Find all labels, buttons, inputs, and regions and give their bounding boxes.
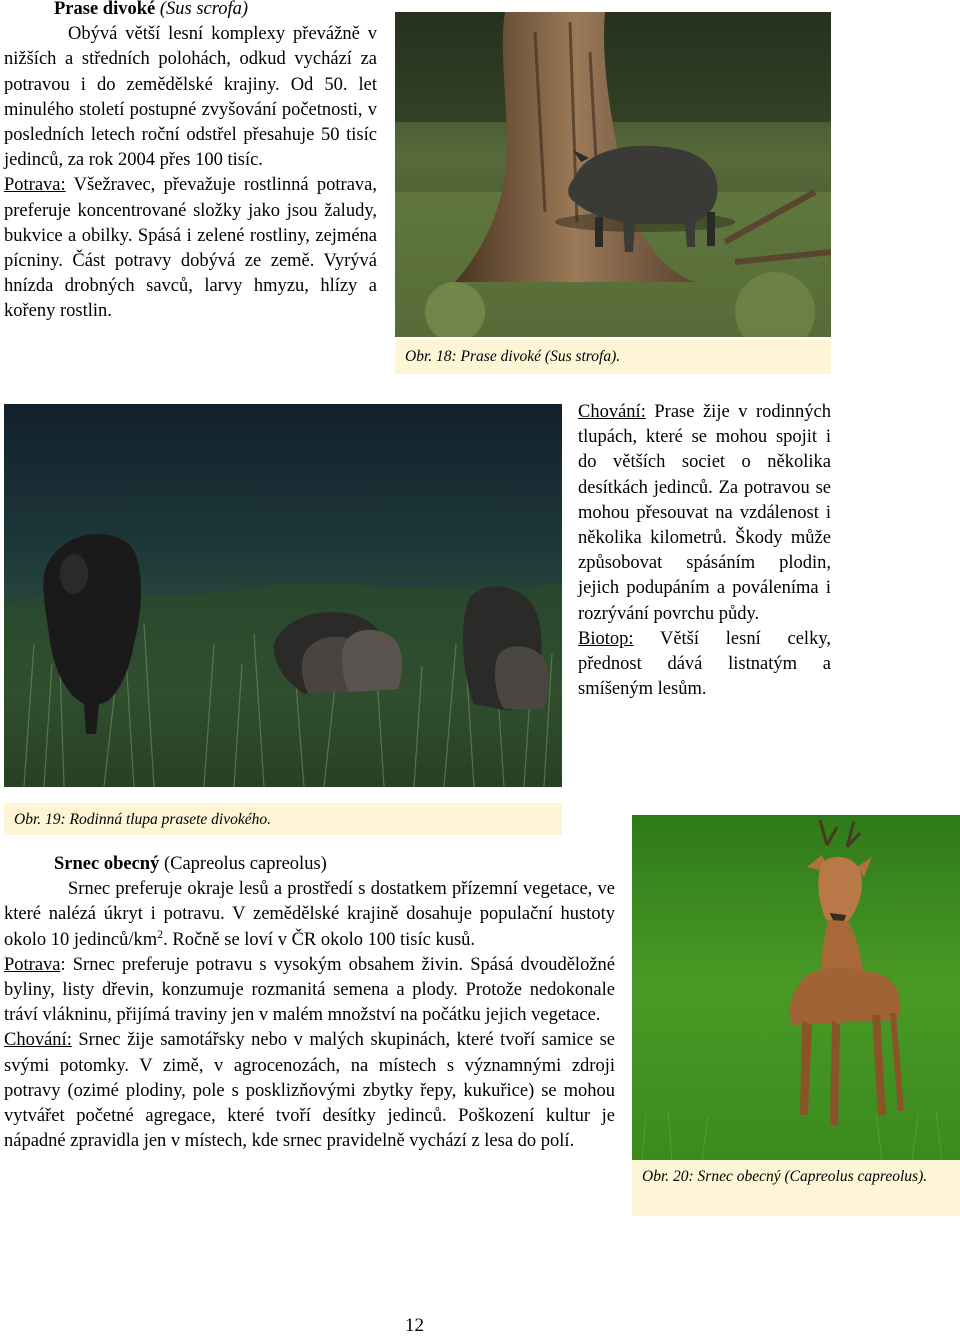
deer-behavior-text: Srnec žije samotářsky nebo v malých skupinách, které tvoří samice se svými potomky. V zimě, v agrocenozách, na místech s významnými zdroji potravy (ozimé plodiny, pole s posklizňovými zbytky řepy, kukuřice) se mohou vytvářet početné agregace, které tvoří desítky jedinců. Poškození kultur je nápadné zpravidla jen v místech, kde srnec pravidelně vychází z lesa do polí. <box>4 1030 615 1152</box>
boar-heading <box>4 0 377 22</box>
caption-18: Obr. 18: Prase divoké (Sus strofa). <box>395 340 831 374</box>
deer-behavior-label: Chování: <box>4 1030 72 1051</box>
boar-behavior-label: Chování: <box>578 402 646 422</box>
deer-title-latin: (Capreolus capreolus) <box>163 854 327 874</box>
page-number: 12 <box>405 1315 424 1336</box>
boar-behavior-text: Prase žije v rodinných tlupách, které se mohou spojit i do větších societ o několika desítkách jedinců. Za potravou se mohou přesouvat na vzdálenost i několika kilometrů. Škody může způsobovat spásáním plodin, jejich podupáním a pováleníma i rozrývání povrchu půdy. <box>578 402 831 624</box>
deer-intro: Srnec preferuje okraje lesů a prostředí s dostatkem přízemní vegetace, ve které nalézá úkryt i potravu. V zemědělské krajině dosahuje populační hustoty okolo 10 jedinců/$km^2$. Ročně se loví v ČR okolo 100 tisíc kusů. <box>4 879 615 950</box>
boar-photo <box>395 12 831 337</box>
boar-title-latin: (Sus scrofa) <box>159 0 249 19</box>
boar-section <box>4 0 377 325</box>
boar-food <box>4 173 377 324</box>
deer-intro-sup: 2 <box>157 926 164 941</box>
boar-title-common: Prase divoké <box>54 0 156 19</box>
boar-intro: Obývá větší lesní komplexy převážně v nižších a středních polohách, odkud vychází za potravou i do zemědělské krajiny. Od 50. let minulého století postupné zvyšování početnosti, v posledních letech roční odstřel přesahuje 50 tisíc jedinců, za rok 2004 přes 100 tisíc. <box>4 24 377 171</box>
boar-food-text: Všežravec, převažuje rostlinná potrava, preferuje koncentrované složky jako jsou žaludy, bukvice a obilky. Spásá i zelené rostliny, zejména pícniny. Část potravy dobývá ze země. Vyrývá hnízda drobných savců, larvy hmyzu, hlízy a kořeny rostlin. <box>4 175 377 322</box>
deer-title-common: Srnec obecný <box>54 854 160 874</box>
boar-biotope <box>578 627 831 703</box>
boar-family-photo-image <box>4 404 562 787</box>
boar-food-label: Potrava: <box>4 175 66 196</box>
deer-photo <box>632 815 960 1160</box>
boar-family-photo <box>4 404 562 787</box>
deer-photo-image <box>632 815 960 1160</box>
boar-photo-image <box>395 12 831 337</box>
deer-food <box>4 953 615 1029</box>
boar-biotope-label: Biotop: <box>578 628 634 649</box>
deer-section <box>4 852 615 1154</box>
deer-behavior <box>4 1028 615 1154</box>
deer-food-label: Potrava <box>4 954 61 975</box>
deer-food-text: : Srnec preferuje potravu s vysokým obsahem živin. Spásá dvouděložné byliny, listy dřevin, konzumuje rozmanitá semena a plody. Protože nedokonale tráví vlákninu, přijímá traviny jen v malém množství na počátku jejich vegetace. <box>4 954 615 1026</box>
caption-19: Obr. 19: Rodinná tlupa prasete divokého. <box>4 803 562 835</box>
boar-biotope-text: Větší lesní celky, přednost dává listnatým a smíšeným lesům. <box>578 628 831 700</box>
boar-behavior-section <box>578 400 831 702</box>
deer-heading <box>4 852 615 877</box>
caption-20: Obr. 20: Srnec obecný (Capreolus capreolus). <box>632 1160 960 1216</box>
boar-behavior <box>578 400 831 627</box>
